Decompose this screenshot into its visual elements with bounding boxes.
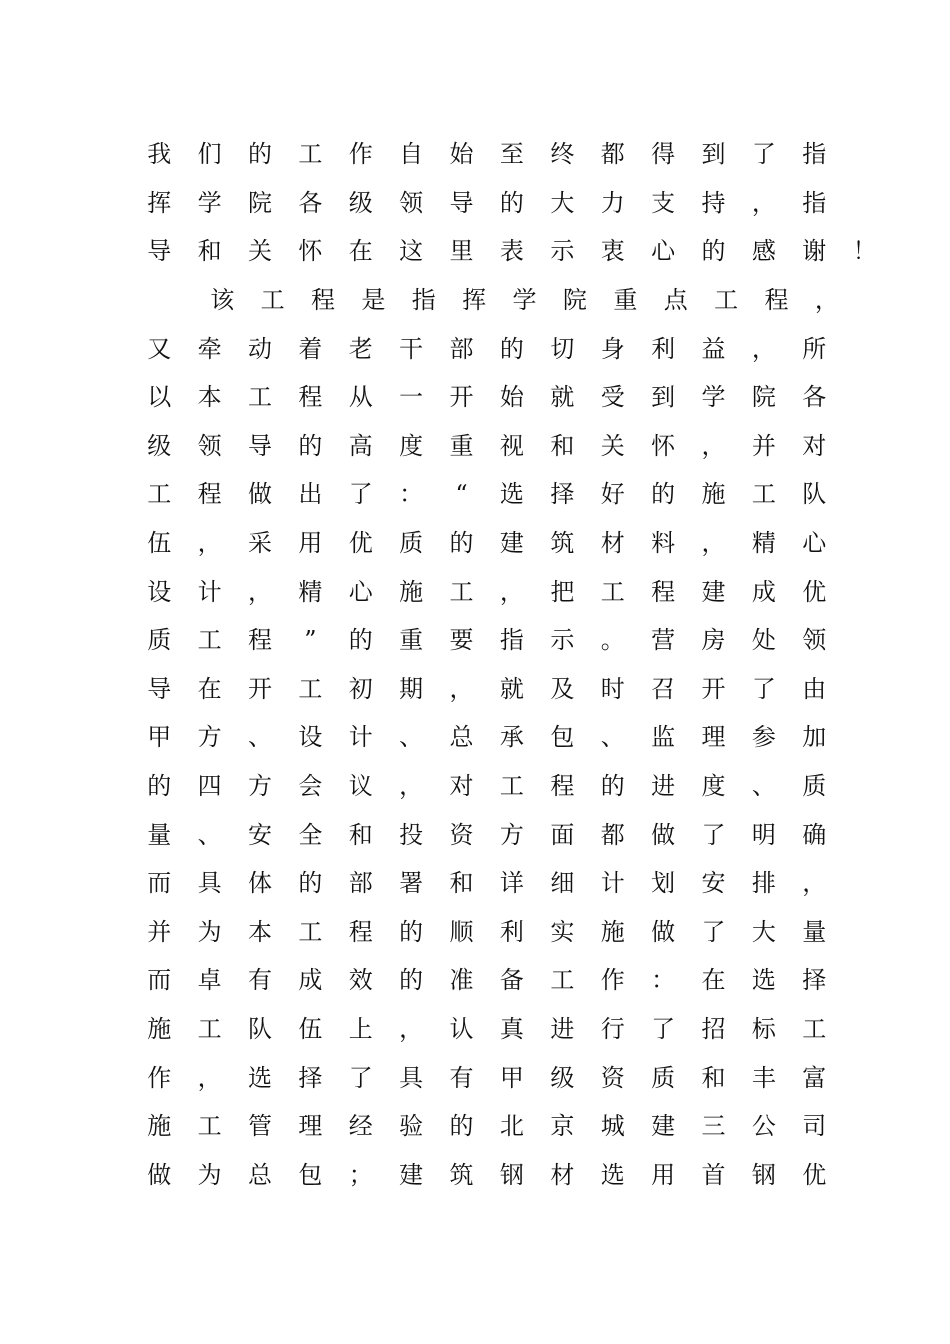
text-line	[134, 665, 934, 714]
line-text: 级 领 导 的 高 度 重 视 和 关 怀 ， 并 对	[147, 431, 827, 460]
text-line	[134, 810, 934, 859]
line-text: 该 工 程 是 指 挥 学 院 重 点 工 程 ，	[210, 286, 839, 315]
line-text: 做 为 总 包 ； 建 筑 钢 材 选 用 首 钢 优	[147, 1160, 827, 1189]
line-text: 而 具 体 的 部 署 和 详 细 计 划 安 排 ，	[147, 869, 827, 898]
line-text: 的 四 方 会 议 ， 对 工 程 的 进 度 、 质	[147, 772, 827, 801]
line-text: 导 在 开 工 初 期 ， 就 及 时 召 开 了 由	[147, 674, 827, 703]
text-line	[134, 1102, 934, 1151]
paragraph-start-line	[134, 276, 934, 325]
body-text	[134, 130, 934, 1199]
text-line	[134, 130, 934, 179]
text-line	[134, 373, 934, 422]
text-line	[134, 179, 934, 228]
text-line	[134, 470, 934, 519]
line-text: 我 们 的 工 作 自 始 至 终 都 得 到 了 指	[147, 140, 827, 169]
text-line	[134, 519, 934, 568]
line-text: 施 工 队 伍 上 ， 认 真 进 行 了 招 标 工	[147, 1014, 827, 1043]
text-line	[134, 324, 934, 373]
text-line	[134, 422, 934, 471]
line-text: 以 本 工 程 从 一 开 始 就 受 到 学 院 各	[147, 383, 827, 412]
text-line	[134, 227, 934, 276]
line-text: 量 、 安 全 和 投 资 方 面 都 做 了 明 确	[147, 820, 827, 849]
text-line	[134, 859, 934, 908]
text-line	[134, 1150, 934, 1199]
line-text: 并 为 本 工 程 的 顺 利 实 施 做 了 大 量	[147, 917, 827, 946]
line-text: 设 计 ， 精 心 施 工 ， 把 工 程 建 成 优	[147, 577, 827, 606]
line-text: 而 卓 有 成 效 的 准 备 工 作 ： 在 选 择	[147, 966, 827, 995]
text-line	[134, 762, 934, 811]
text-line	[134, 1053, 934, 1102]
text-line	[134, 567, 934, 616]
line-text: 甲 方 、 设 计 、 总 承 包 、 监 理 参 加	[147, 723, 827, 752]
line-text: 导 和 关 怀 在 这 里 表 示 衷 心 的 感 谢 ！	[147, 237, 877, 266]
text-line	[134, 956, 934, 1005]
text-line	[134, 713, 934, 762]
text-line	[134, 1005, 934, 1054]
line-text: 挥 学 院 各 级 领 导 的 大 力 支 持 ， 指	[147, 188, 827, 217]
line-text: 伍 ， 采 用 优 质 的 建 筑 材 料 ， 精 心	[147, 529, 827, 558]
line-text: 工 程 做 出 了 ： “ 选 择 好 的 施 工 队	[147, 480, 827, 509]
line-text: 又 牵 动 着 老 干 部 的 切 身 利 益 ， 所	[147, 334, 827, 363]
text-line	[134, 616, 934, 665]
line-text: 质 工 程 ” 的 重 要 指 示 。 营 房 处 领	[147, 626, 827, 655]
line-text: 施 工 管 理 经 验 的 北 京 城 建 三 公 司	[147, 1112, 827, 1141]
line-text: 作 ， 选 择 了 具 有 甲 级 资 质 和 丰 富	[147, 1063, 827, 1092]
text-line	[134, 908, 934, 957]
